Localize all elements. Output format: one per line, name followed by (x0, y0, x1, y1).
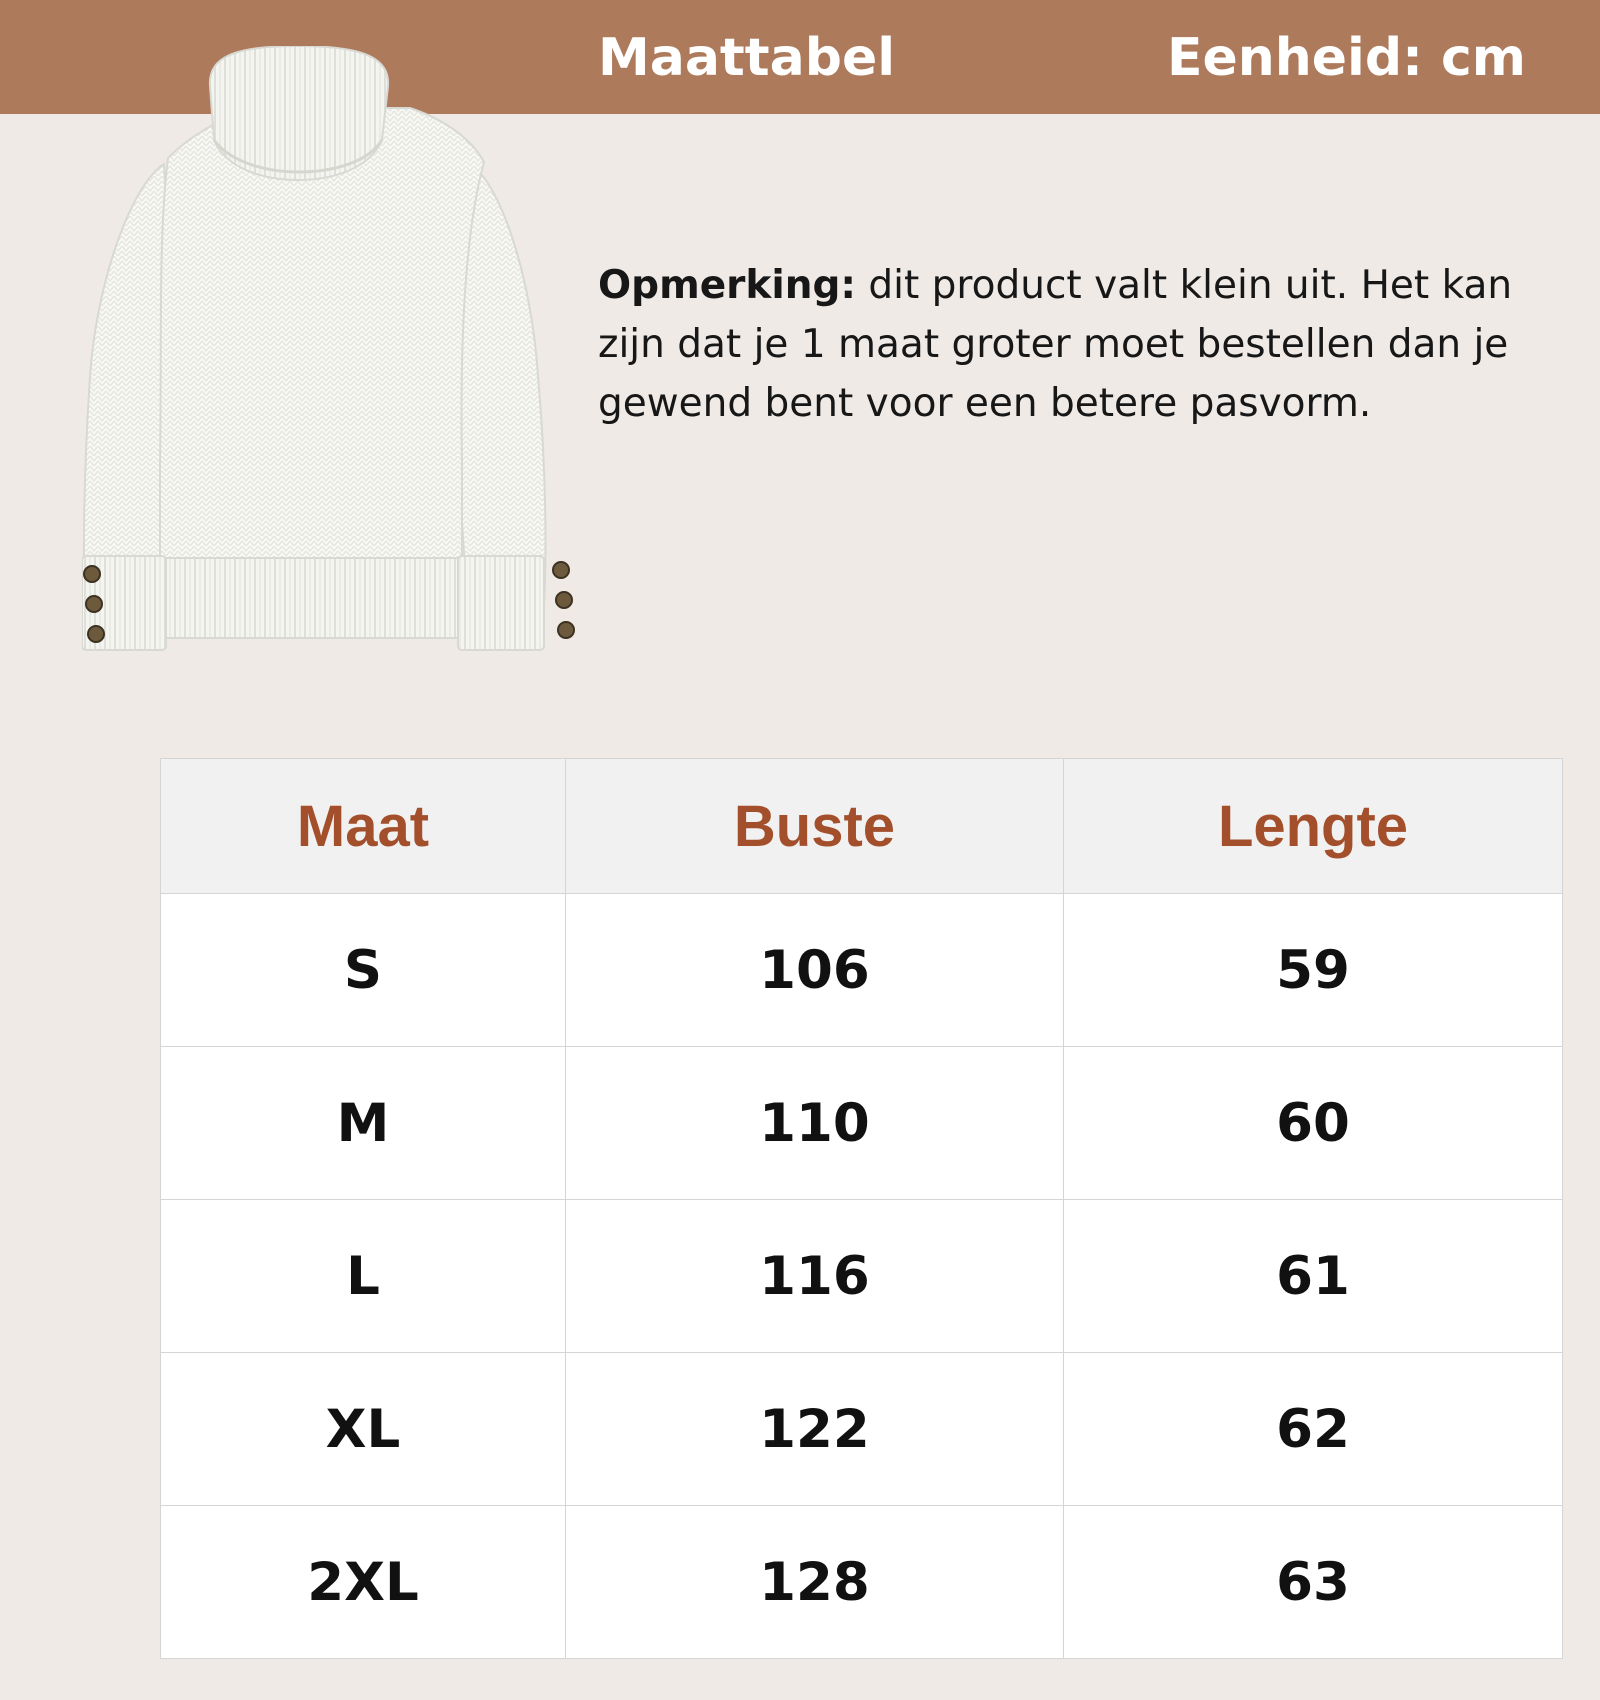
table-row (161, 1200, 1563, 1353)
size-cell: 2XL (161, 1506, 566, 1659)
bust-cell: 116 (566, 1200, 1064, 1353)
button-icon (558, 622, 574, 638)
size-cell: S (161, 894, 566, 1047)
length-cell: 60 (1064, 1047, 1563, 1200)
sweater-body (160, 108, 484, 612)
button-icon (553, 562, 569, 578)
header-bust: Buste (566, 759, 1064, 894)
size-note (598, 256, 1580, 433)
bust-cell: 128 (566, 1506, 1064, 1659)
size-cell: L (161, 1200, 566, 1353)
size-cell: XL (161, 1353, 566, 1506)
size-chart-title: Maattabel (598, 28, 896, 88)
waistband (156, 558, 468, 638)
note-text: dit product valt klein uit. Het kan zijn dat je 1 maat groter moet bestellen dan je gewend bent voor een betere pasvorm. (598, 263, 1513, 426)
table-header-row (161, 759, 1563, 894)
button-icon (556, 592, 572, 608)
size-cell: M (161, 1047, 566, 1200)
size-table (160, 758, 1563, 1659)
length-cell: 63 (1064, 1506, 1563, 1659)
header-length: Lengte (1064, 759, 1563, 894)
sweater-image (82, 46, 582, 706)
bust-cell: 106 (566, 894, 1064, 1047)
note-label: Opmerking: (598, 263, 856, 308)
unit-label: Eenheid: cm (1166, 28, 1526, 88)
table-row (161, 894, 1563, 1047)
length-cell: 61 (1064, 1200, 1563, 1353)
length-cell: 62 (1064, 1353, 1563, 1506)
table-row (161, 1506, 1563, 1659)
table-row (161, 1353, 1563, 1506)
length-cell: 59 (1064, 894, 1563, 1047)
button-icon (86, 596, 102, 612)
bust-cell: 122 (566, 1353, 1064, 1506)
bust-cell: 110 (566, 1047, 1064, 1200)
button-icon (88, 626, 104, 642)
button-icon (84, 566, 100, 582)
right-cuff (458, 556, 544, 650)
header-size: Maat (161, 759, 566, 894)
sweater-illustration (82, 46, 582, 706)
table-row (161, 1047, 1563, 1200)
